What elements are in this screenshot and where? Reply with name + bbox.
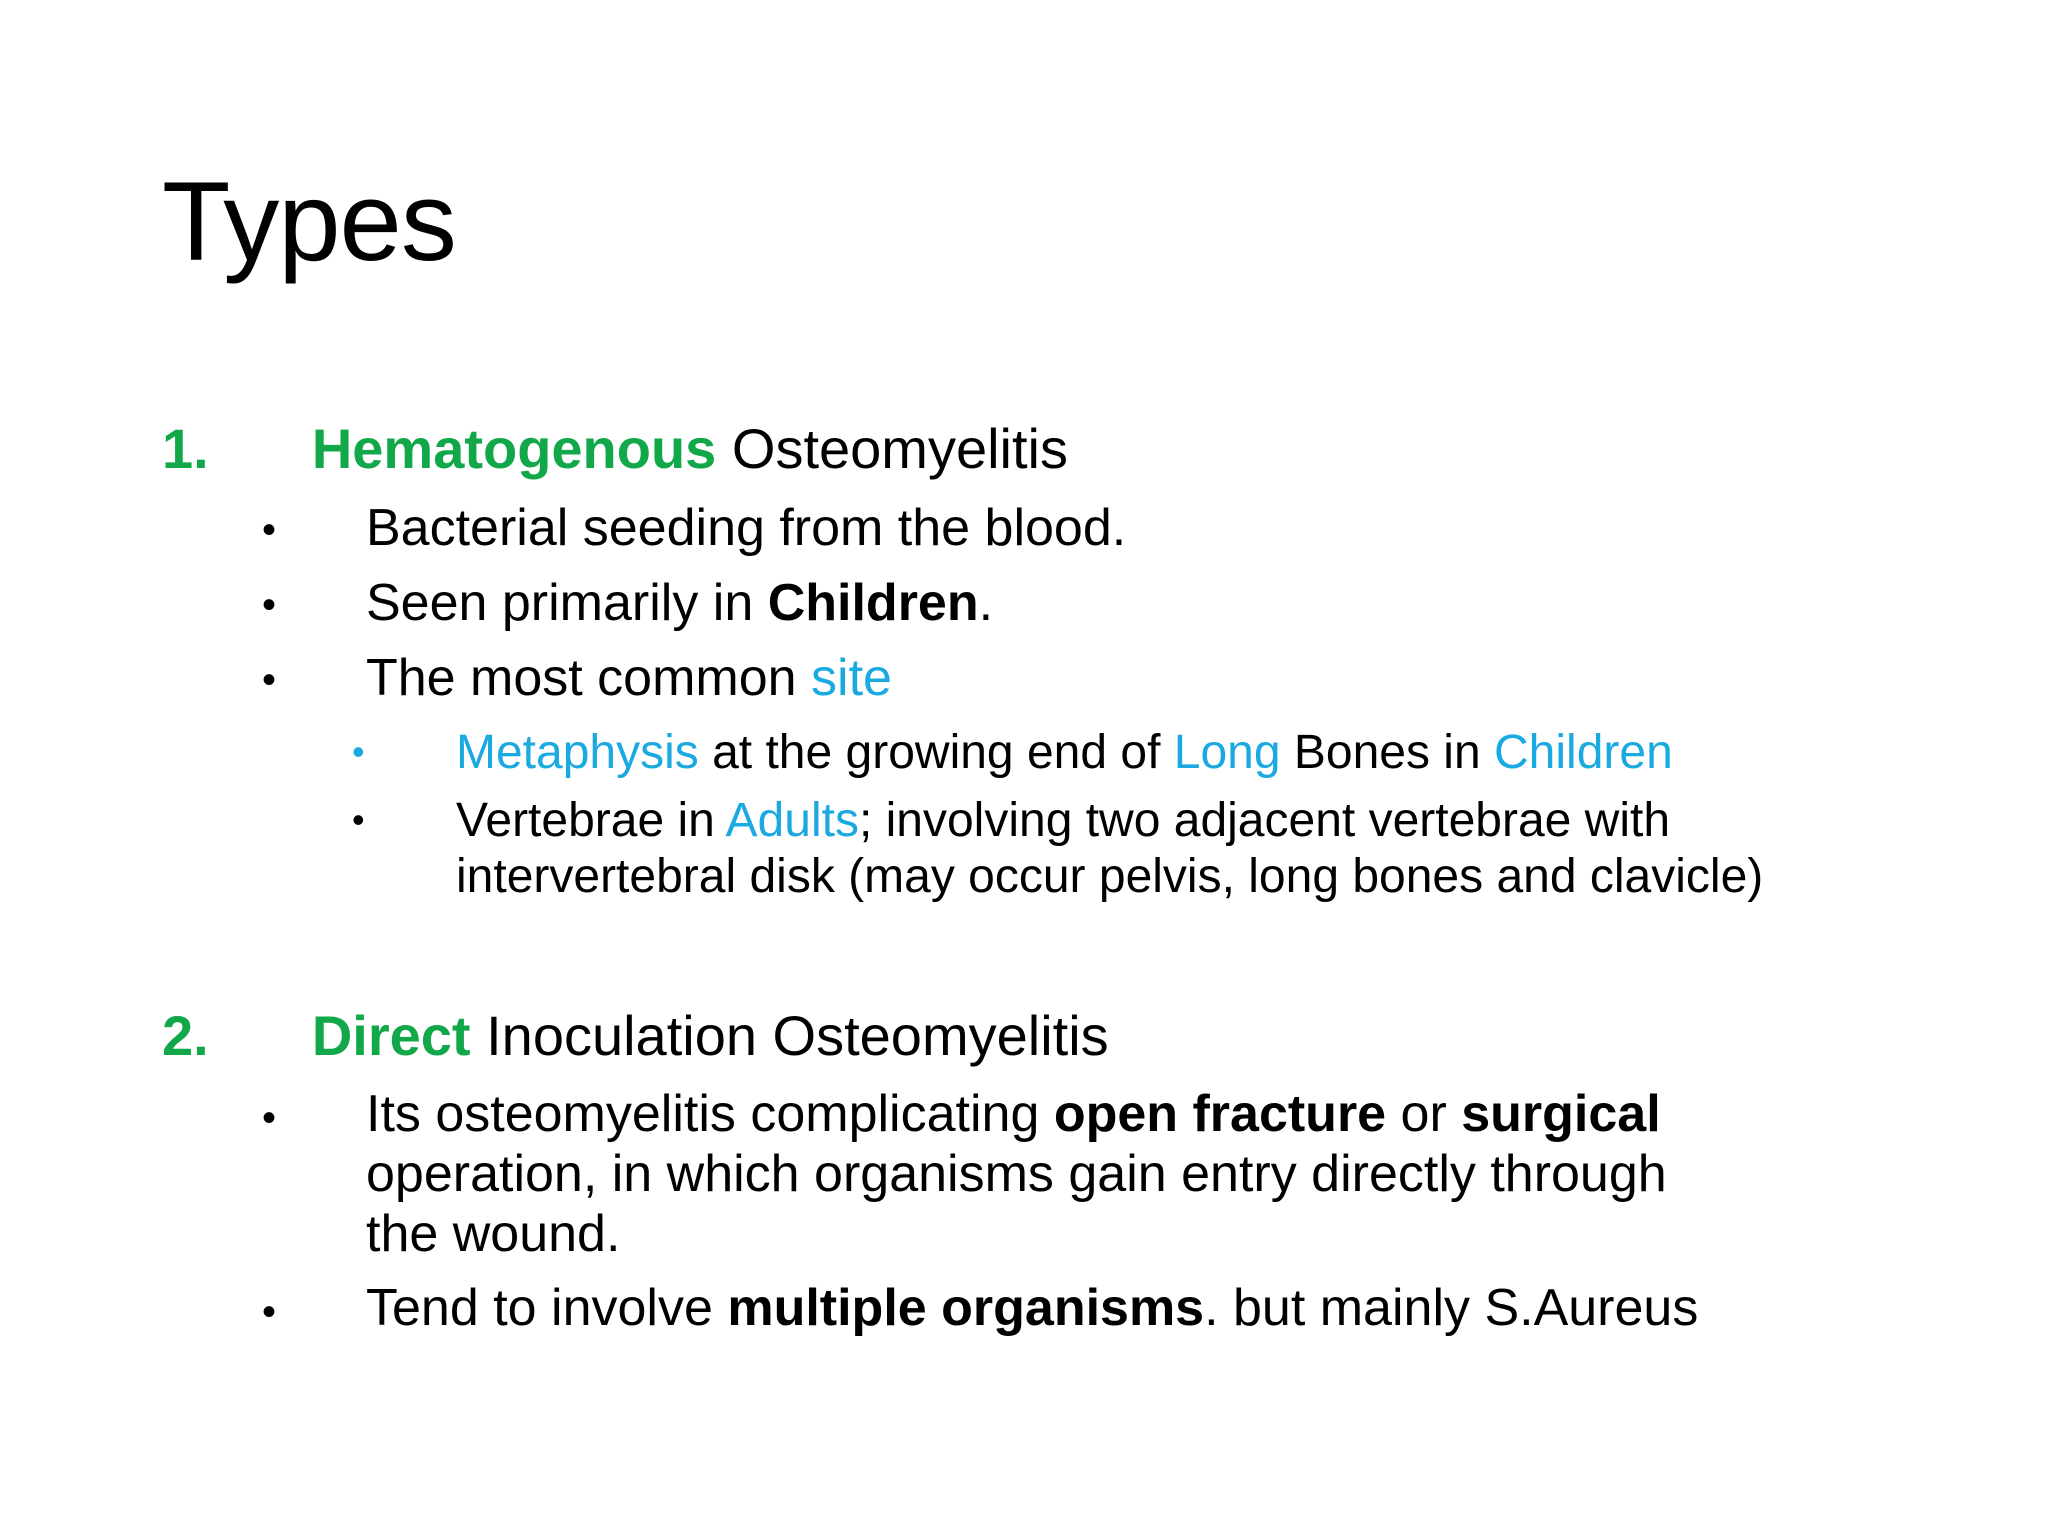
- section-1-bullet-2-bold: Children: [767, 574, 979, 632]
- section-1-heading: [162, 418, 1068, 480]
- section-1-bullet-2: [366, 575, 993, 632]
- section-2-bullet-2-post: . but mainly S.Aureus: [1204, 1279, 1699, 1337]
- section-2-bullet-1-line-3: the wound.: [366, 1205, 621, 1263]
- bullet-marker: •: [262, 658, 277, 702]
- section-1-sub-bullet-2: [456, 794, 1670, 848]
- section-1-sub-bullet-2-line-2: intervertebral disk (may occur pelvis, long bones and clavicle): [456, 850, 1764, 903]
- section-2-bullet-1: [366, 1086, 1661, 1143]
- sub-bullet-1-blue-3: Children: [1494, 726, 1673, 779]
- section-1-bullet-2-pre: Seen primarily in: [366, 574, 768, 632]
- section-1-bullet-3-pre: The most common: [366, 649, 812, 707]
- section-1-number: 1.: [162, 417, 209, 480]
- section-2-bullet-2: [366, 1280, 1698, 1337]
- section-2-bullet-1-bold-1: open fracture: [1053, 1085, 1387, 1143]
- sub-bullet-2-pre: Vertebrae in: [456, 794, 726, 847]
- sub-bullet-1-blue-1: Metaphysis: [456, 726, 699, 779]
- section-2-bullet-2-pre: Tend to involve: [366, 1279, 728, 1337]
- section-1-heading-rest: Osteomyelitis: [716, 417, 1068, 480]
- bullet-marker: •: [262, 1290, 277, 1334]
- sub-bullet-1-mid-1: at the growing end of: [698, 726, 1174, 779]
- section-1-bullet-1: Bacterial seeding from the blood.: [366, 499, 1127, 557]
- section-1-bullet-3: [366, 650, 892, 707]
- section-2-bullet-1-bold-2: surgical: [1461, 1085, 1661, 1143]
- section-1-bullet-2-post: .: [978, 574, 994, 632]
- section-2-bullet-2-bold: multiple organisms: [727, 1279, 1205, 1337]
- section-1-heading-emph: Hematogenous: [311, 417, 717, 480]
- section-1-bullet-3-blue: site: [811, 649, 892, 707]
- sub-bullet-2-blue: Adults: [725, 794, 859, 847]
- section-2-bullet-1-mid: or: [1386, 1085, 1462, 1143]
- sub-bullet-1-blue-2: Long: [1173, 726, 1281, 779]
- section-2-heading: [162, 1005, 1109, 1067]
- bullet-marker: •: [262, 1096, 277, 1140]
- section-2-heading-emph: Direct: [311, 1004, 471, 1067]
- section-2-bullet-1-pre: Its osteomyelitis complicating: [366, 1085, 1054, 1143]
- sub-bullet-marker: •: [352, 731, 365, 772]
- slide-title: Types: [162, 159, 456, 284]
- section-2-bullet-1-line-2: operation, in which organisms gain entry directly through: [366, 1145, 1667, 1203]
- sub-bullet-2-post: ; involving two adjacent vertebrae with: [858, 794, 1671, 847]
- section-2-number: 2.: [162, 1004, 209, 1067]
- section-2-heading-rest: Inoculation Osteomyelitis: [470, 1004, 1109, 1067]
- bullet-marker: •: [262, 508, 277, 552]
- sub-bullet-1-mid-2: Bones in: [1280, 726, 1494, 779]
- bullet-marker: •: [262, 583, 277, 627]
- sub-bullet-marker: •: [352, 799, 365, 840]
- section-1-sub-bullet-1: [456, 726, 1673, 780]
